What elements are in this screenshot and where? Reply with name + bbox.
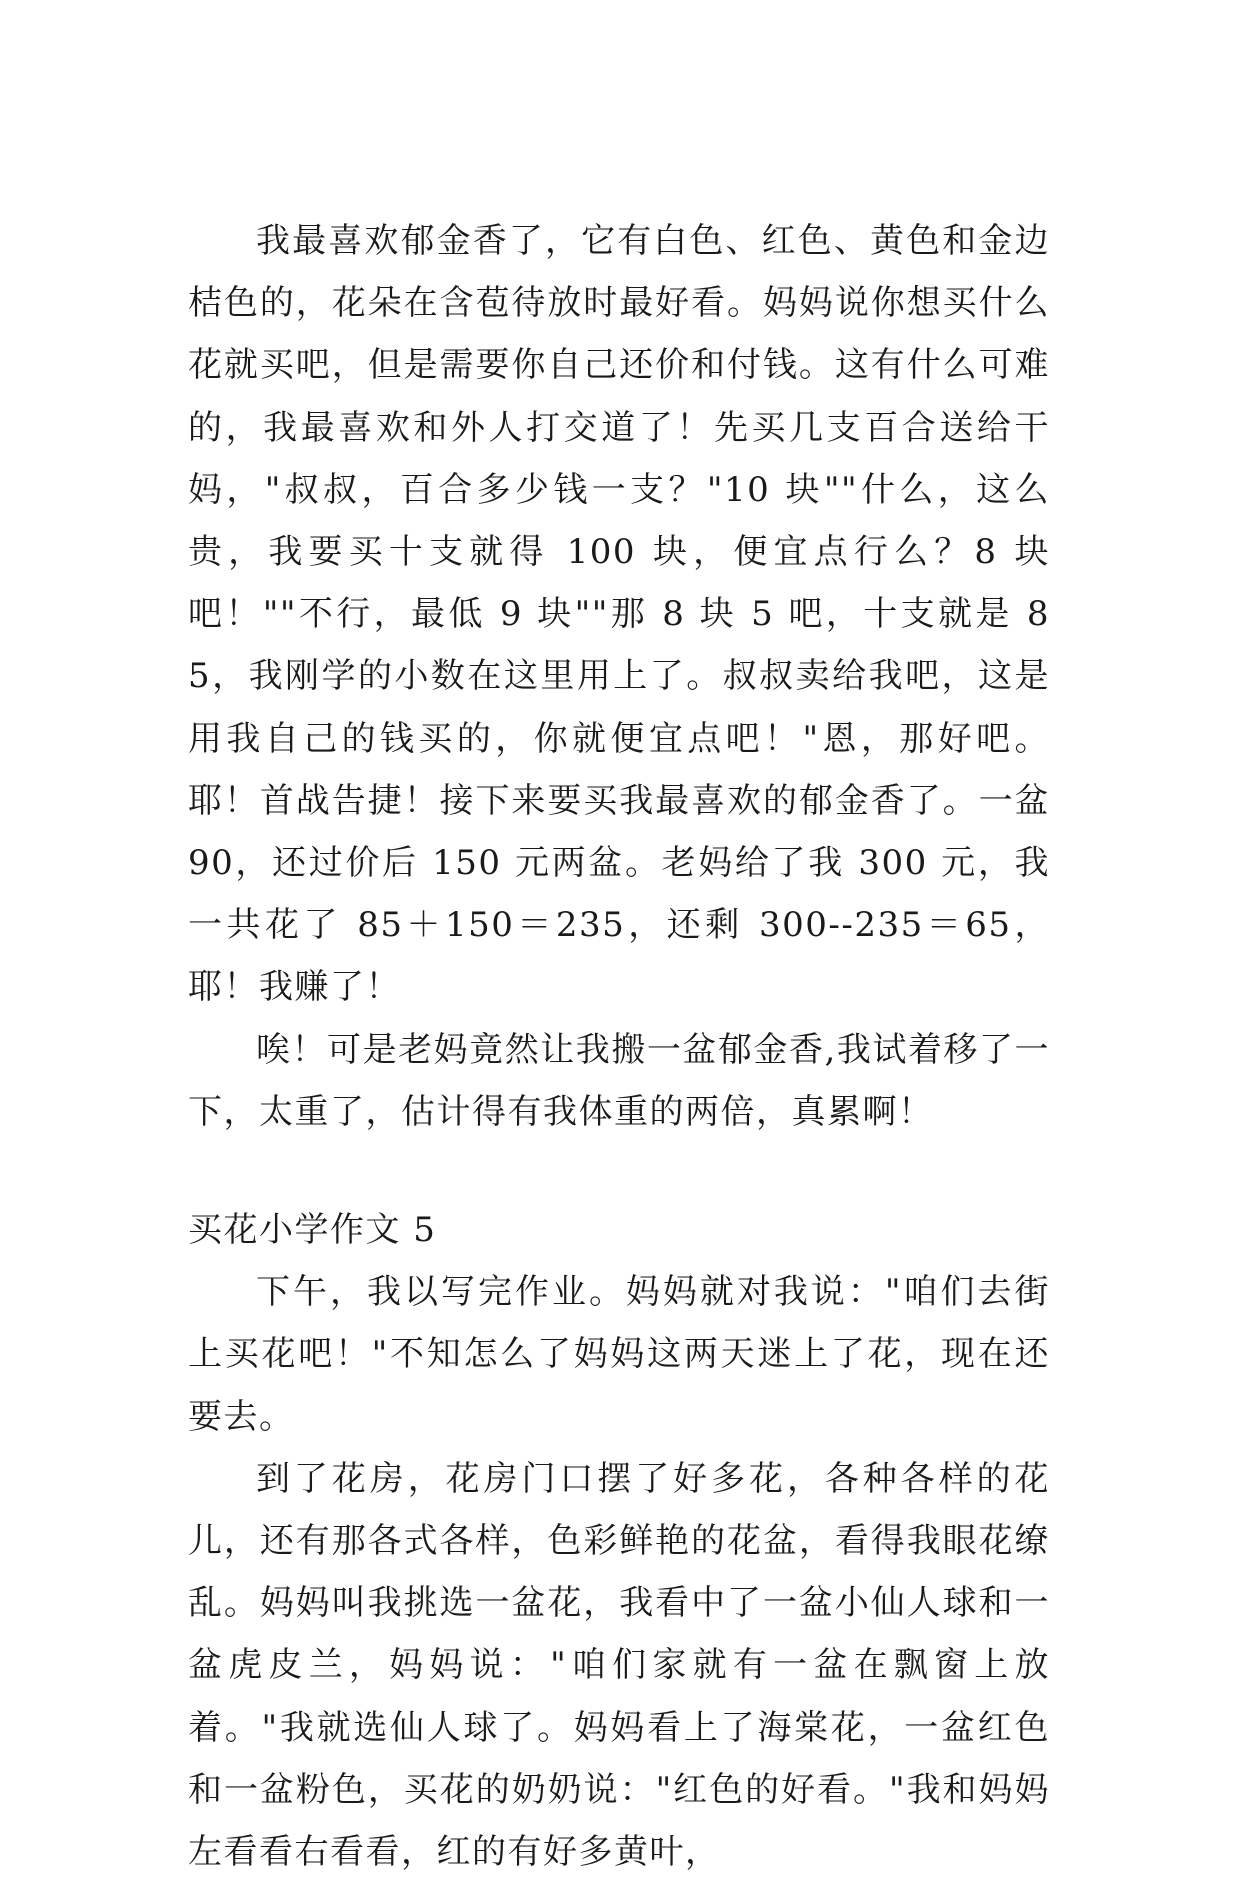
document-body (188, 210, 1050, 1883)
paragraph-flower-house: 到了花房，花房门口摆了好多花，各种各样的花儿，还有那各式各样，色彩鲜艳的花盆，看得我眼花缭乱。妈妈叫我挑选一盆花，我看中了一盆小仙人球和一盆虎皮兰，妈妈说："咱们家就有一盆在飘窗上放着。"我就选仙人球了。妈妈看上了海棠花，一盆红色和一盆粉色，买花的奶奶说："红色的好看。"我和妈妈左看看右看看，红的有好多黄叶， (188, 1458, 1050, 1873)
section-title: 买花小学作文 5 (188, 1210, 437, 1251)
paragraph-tulip-shopping: 我最喜欢郁金香了，它有白色、红色、黄色和金边桔色的，花朵在含苞待放时最好看。妈妈说你想买什么花就买吧，但是需要你自己还价和付钱。这有什么可难的，我最喜欢和外人打交道了！先买几支百合送给干妈，"叔叔，百合多少钱一支？"10 块""什么，这么贵，我要买十支就得 100 块，便宜点行么？8 块吧！""不行，最低 9 块""那 8 块 5 吧，十支就是 85，我刚学的小数在这里用上了。叔叔卖给我吧，这是用我自己的钱买的，你就便宜点吧！"恩，那好吧。耶！首战告捷！接下来要买我最喜欢的郁金香了。一盆 90，还过价后 150 元两盆。老妈给了我 300 元，我一共花了 85＋150＝235，还剩 300--235＝65，耶！我赚了！ (188, 221, 1050, 1008)
paragraph-heavy-pot: 唉！可是老妈竟然让我搬一盆郁金香,我试着移了一下，太重了，估计得有我体重的两倍，真累啊！ (188, 1029, 1050, 1132)
paragraph-afternoon: 下午，我以写完作业。妈妈就对我说："咱们去街上买花吧！"不知怎么了妈妈这两天迷上了花，现在还要去。 (188, 1272, 1050, 1437)
